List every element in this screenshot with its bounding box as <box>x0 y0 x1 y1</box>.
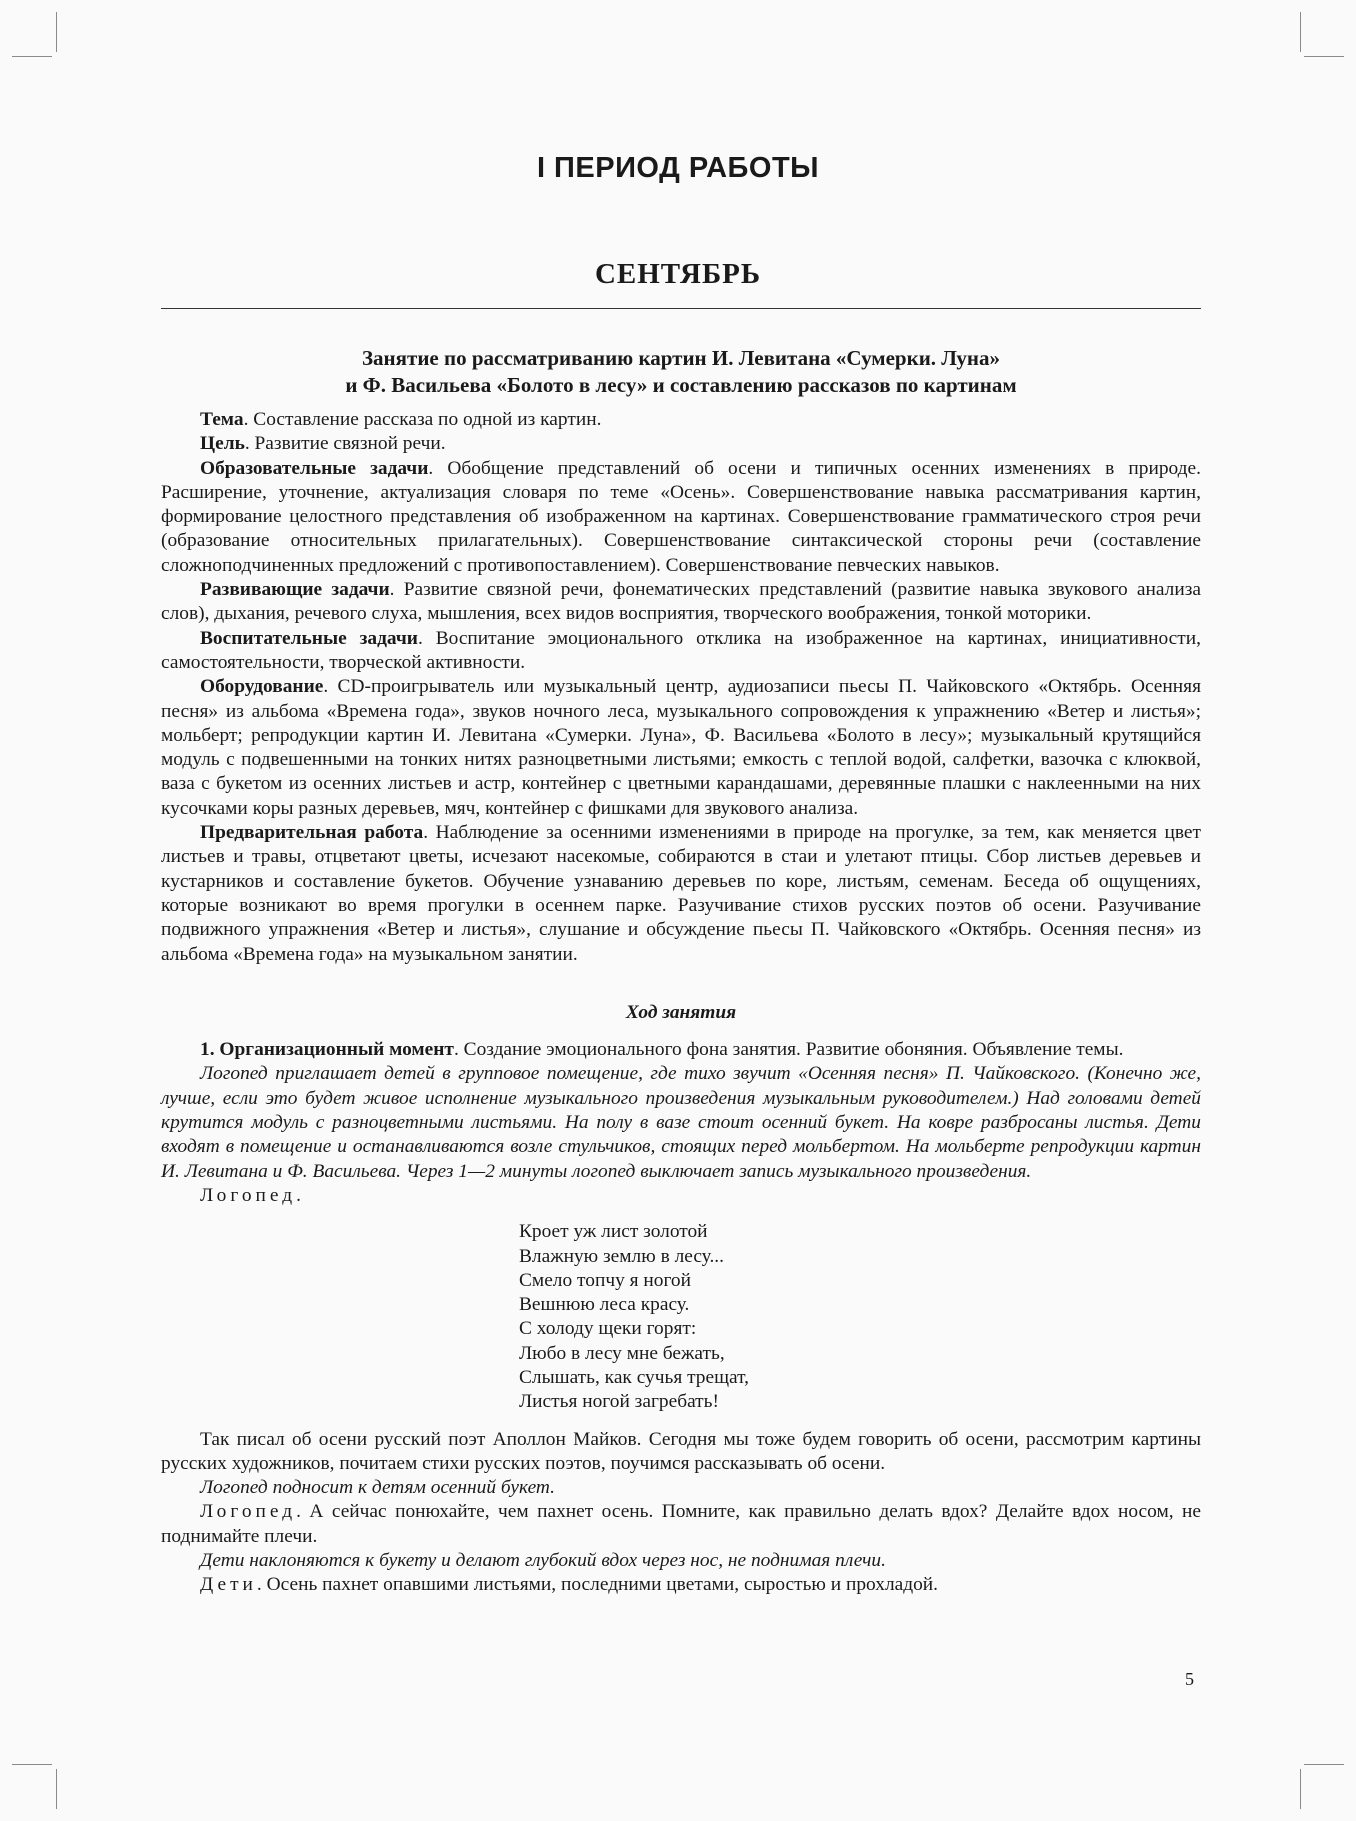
step-1 <box>161 1038 1201 1062</box>
poem-line: Листья ногой загребать! <box>519 1391 719 1413</box>
speaker-name: Логопед. <box>200 1184 305 1206</box>
title-divider <box>161 308 1201 309</box>
field-label: Воспитательные задачи <box>200 627 418 649</box>
crop-mark <box>1300 1769 1301 1809</box>
page-body <box>161 345 1201 1598</box>
field-text: . Наблюдение за осенними изменениями в природе на прогулке, за тем, как меняется цвет листьев и травы, отцветают цветы, исчезают насекомые, собираются в стаи и улетают птицы. Сбор листьев деревьев и кустарников и составление букетов. Обучение узнаванию деревьев по коре, листьям, семенам. Беседа об ощущениях, которые возникают во время прогулки в осеннем парке. Разучивание стихов русских поэтов об осени. Разучивание подвижного упражнения «Ветер и листья», слушание и обсуждение пьесы П. Чайковского «Октябрь. Осенняя песня» из альбома «Времена года» на музыкальном занятии. <box>161 822 1201 965</box>
poem-line: Влажную землю в лесу... <box>519 1245 724 1267</box>
period-title: I ПЕРИОД РАБОТЫ <box>536 152 820 184</box>
lesson-title <box>161 345 1201 399</box>
field-goal <box>161 432 1201 456</box>
field-upbringing-tasks <box>161 627 1201 676</box>
month-title: СЕНТЯБРЬ <box>594 258 762 290</box>
speaker-name: Логопед <box>200 1501 297 1523</box>
lesson-title-line: Занятие по рассматриванию картин И. Левитана «Сумерки. Луна» <box>361 346 1001 370</box>
speaker-text: . А сейчас понюхайте, чем пахнет осень. Помните, как правильно делать вдох? Делайте вдох носом, не поднимайте плечи. <box>161 1501 1201 1547</box>
field-preliminary-work <box>161 821 1201 967</box>
field-label: Предварительная работа <box>200 822 424 844</box>
field-educational-tasks <box>161 457 1201 578</box>
crop-mark <box>56 12 57 52</box>
field-label: Образовательные задачи <box>200 457 429 479</box>
poem-line: Смело топчу я ногой <box>519 1269 691 1291</box>
step-label: 1. Организационный момент <box>200 1039 454 1061</box>
crop-mark <box>1304 56 1344 57</box>
field-label: Тема <box>200 409 244 430</box>
crop-mark <box>56 1769 57 1809</box>
field-developing-tasks <box>161 578 1201 627</box>
paragraph: Так писал об осени русский поэт Аполлон Майков. Сегодня мы тоже будем говорить об осени, рассмотрим картины русских художников, почитаем стихи русских поэтов, поучимся рассказывать об осени. <box>161 1428 1201 1474</box>
page-number: 5 <box>1185 1669 1194 1689</box>
field-text: . CD-проигрыватель или музыкальный центр, аудиозаписи пьесы П. Чайковского «Октябрь. Осенняя песня» из альбома «Времена года», звуков ночного леса, музыкального сопровождения к упражнению «Ветер и листья»; мольберт; репродукции картин И. Левитана «Сумерки. Луна», Ф. Васильева «Болото в лесу»; музыкальный крутящийся модуль с подвешенными на тонких нитях разноцветными листьями; емкость с теплой водой, салфетки, вазочка с клюквой, ваза с букетом из осенних листьев и астр, контейнер с цветными карандашами, деревянные плашки с наклеенными на них кусочками коры разных деревьев, мяч, контейнер с фишками для звукового анализа. <box>161 676 1201 819</box>
speaker-text: . Осень пахнет опавшими листьями, последними цветами, сыростью и прохладой. <box>256 1574 939 1596</box>
poem-line: С холоду щеки горят: <box>519 1318 697 1340</box>
crop-mark <box>12 56 52 57</box>
stage-direction: Дети наклоняются к букету и делают глубокий вдох через нос, не поднимая плечи. <box>200 1550 886 1572</box>
stage-direction: Логопед приглашает детей в групповое помещение, где тихо звучит «Осенняя песня» П. Чайковского. (Конечно же, лучше, если это будет живое исполнение музыкального произведения музыкальным руководителем.) Над головами детей крутится модуль с разноцветными листьями. На полу в вазе стоит осенний букет. На ковре разбросаны листья. Дети входят в помещение и останавливаются возле стульчиков, стоящих перед мольбертом. На мольберте репродукции картин И. Левитана и Ф. Васильева. Через 1—2 минуты логопед выключает запись музыкального произведения. <box>161 1063 1201 1182</box>
speaker-line <box>161 1573 1201 1597</box>
poem-line: Любо в лесу мне бежать, <box>519 1342 725 1364</box>
field-equipment <box>161 675 1201 821</box>
poem-line: Вешнюю леса красу. <box>519 1294 690 1316</box>
field-label: Цель <box>200 433 245 455</box>
crop-mark <box>12 1764 52 1765</box>
crop-mark <box>1304 1764 1344 1765</box>
field-text: . Обобщение представлений об осени и типичных осенних изменениях в природе. Расширение, уточнение, актуализация словаря по теме «Осень». Совершенствование навыка рассматривания картин, формирование целостного представления об изображенном на картинах. Совершенствование грамматического строя речи (образование относительных прилагательных). Совершенствование синтаксической стороны речи (составление сложноподчиненных предложений с противопоставлением). Совершенствование певческих навыков. <box>161 457 1201 576</box>
field-text: . Воспитание эмоционального отклика на изображенное на картинах, инициативности, самостоятельности, творческой активности. <box>161 627 1201 673</box>
speaker-line <box>161 1184 1201 1208</box>
field-text: . Составление рассказа по одной из картин. <box>243 409 602 430</box>
section-heading: Ход занятия <box>625 1001 737 1023</box>
crop-mark <box>1300 12 1301 52</box>
field-text: . Развитие связной речи. <box>244 433 446 455</box>
poem-line: Кроет уж лист золотой <box>519 1221 708 1243</box>
field-topic <box>161 408 1201 432</box>
stage-direction: Логопед подносит к детям осенний букет. <box>200 1477 556 1499</box>
poem-line: Слышать, как сучья трещат, <box>519 1366 750 1388</box>
speaker-name: Дети <box>200 1574 257 1596</box>
poem <box>519 1220 1201 1414</box>
field-text: . Развитие связной речи, фонематических представлений (развитие навыка звукового анализа слов), дыхания, речевого слуха, мышления, всех видов восприятия, творческого воображения, тонкой моторики. <box>161 579 1202 625</box>
speaker-line <box>161 1500 1201 1549</box>
field-label: Оборудование <box>200 676 324 698</box>
field-label: Развивающие задачи <box>200 579 390 601</box>
lesson-title-line: и Ф. Васильева «Болото в лесу» и составлению рассказов по картинам <box>345 373 1017 397</box>
step-text: . Создание эмоционального фона занятия. Развитие обоняния. Объявление темы. <box>453 1039 1124 1061</box>
